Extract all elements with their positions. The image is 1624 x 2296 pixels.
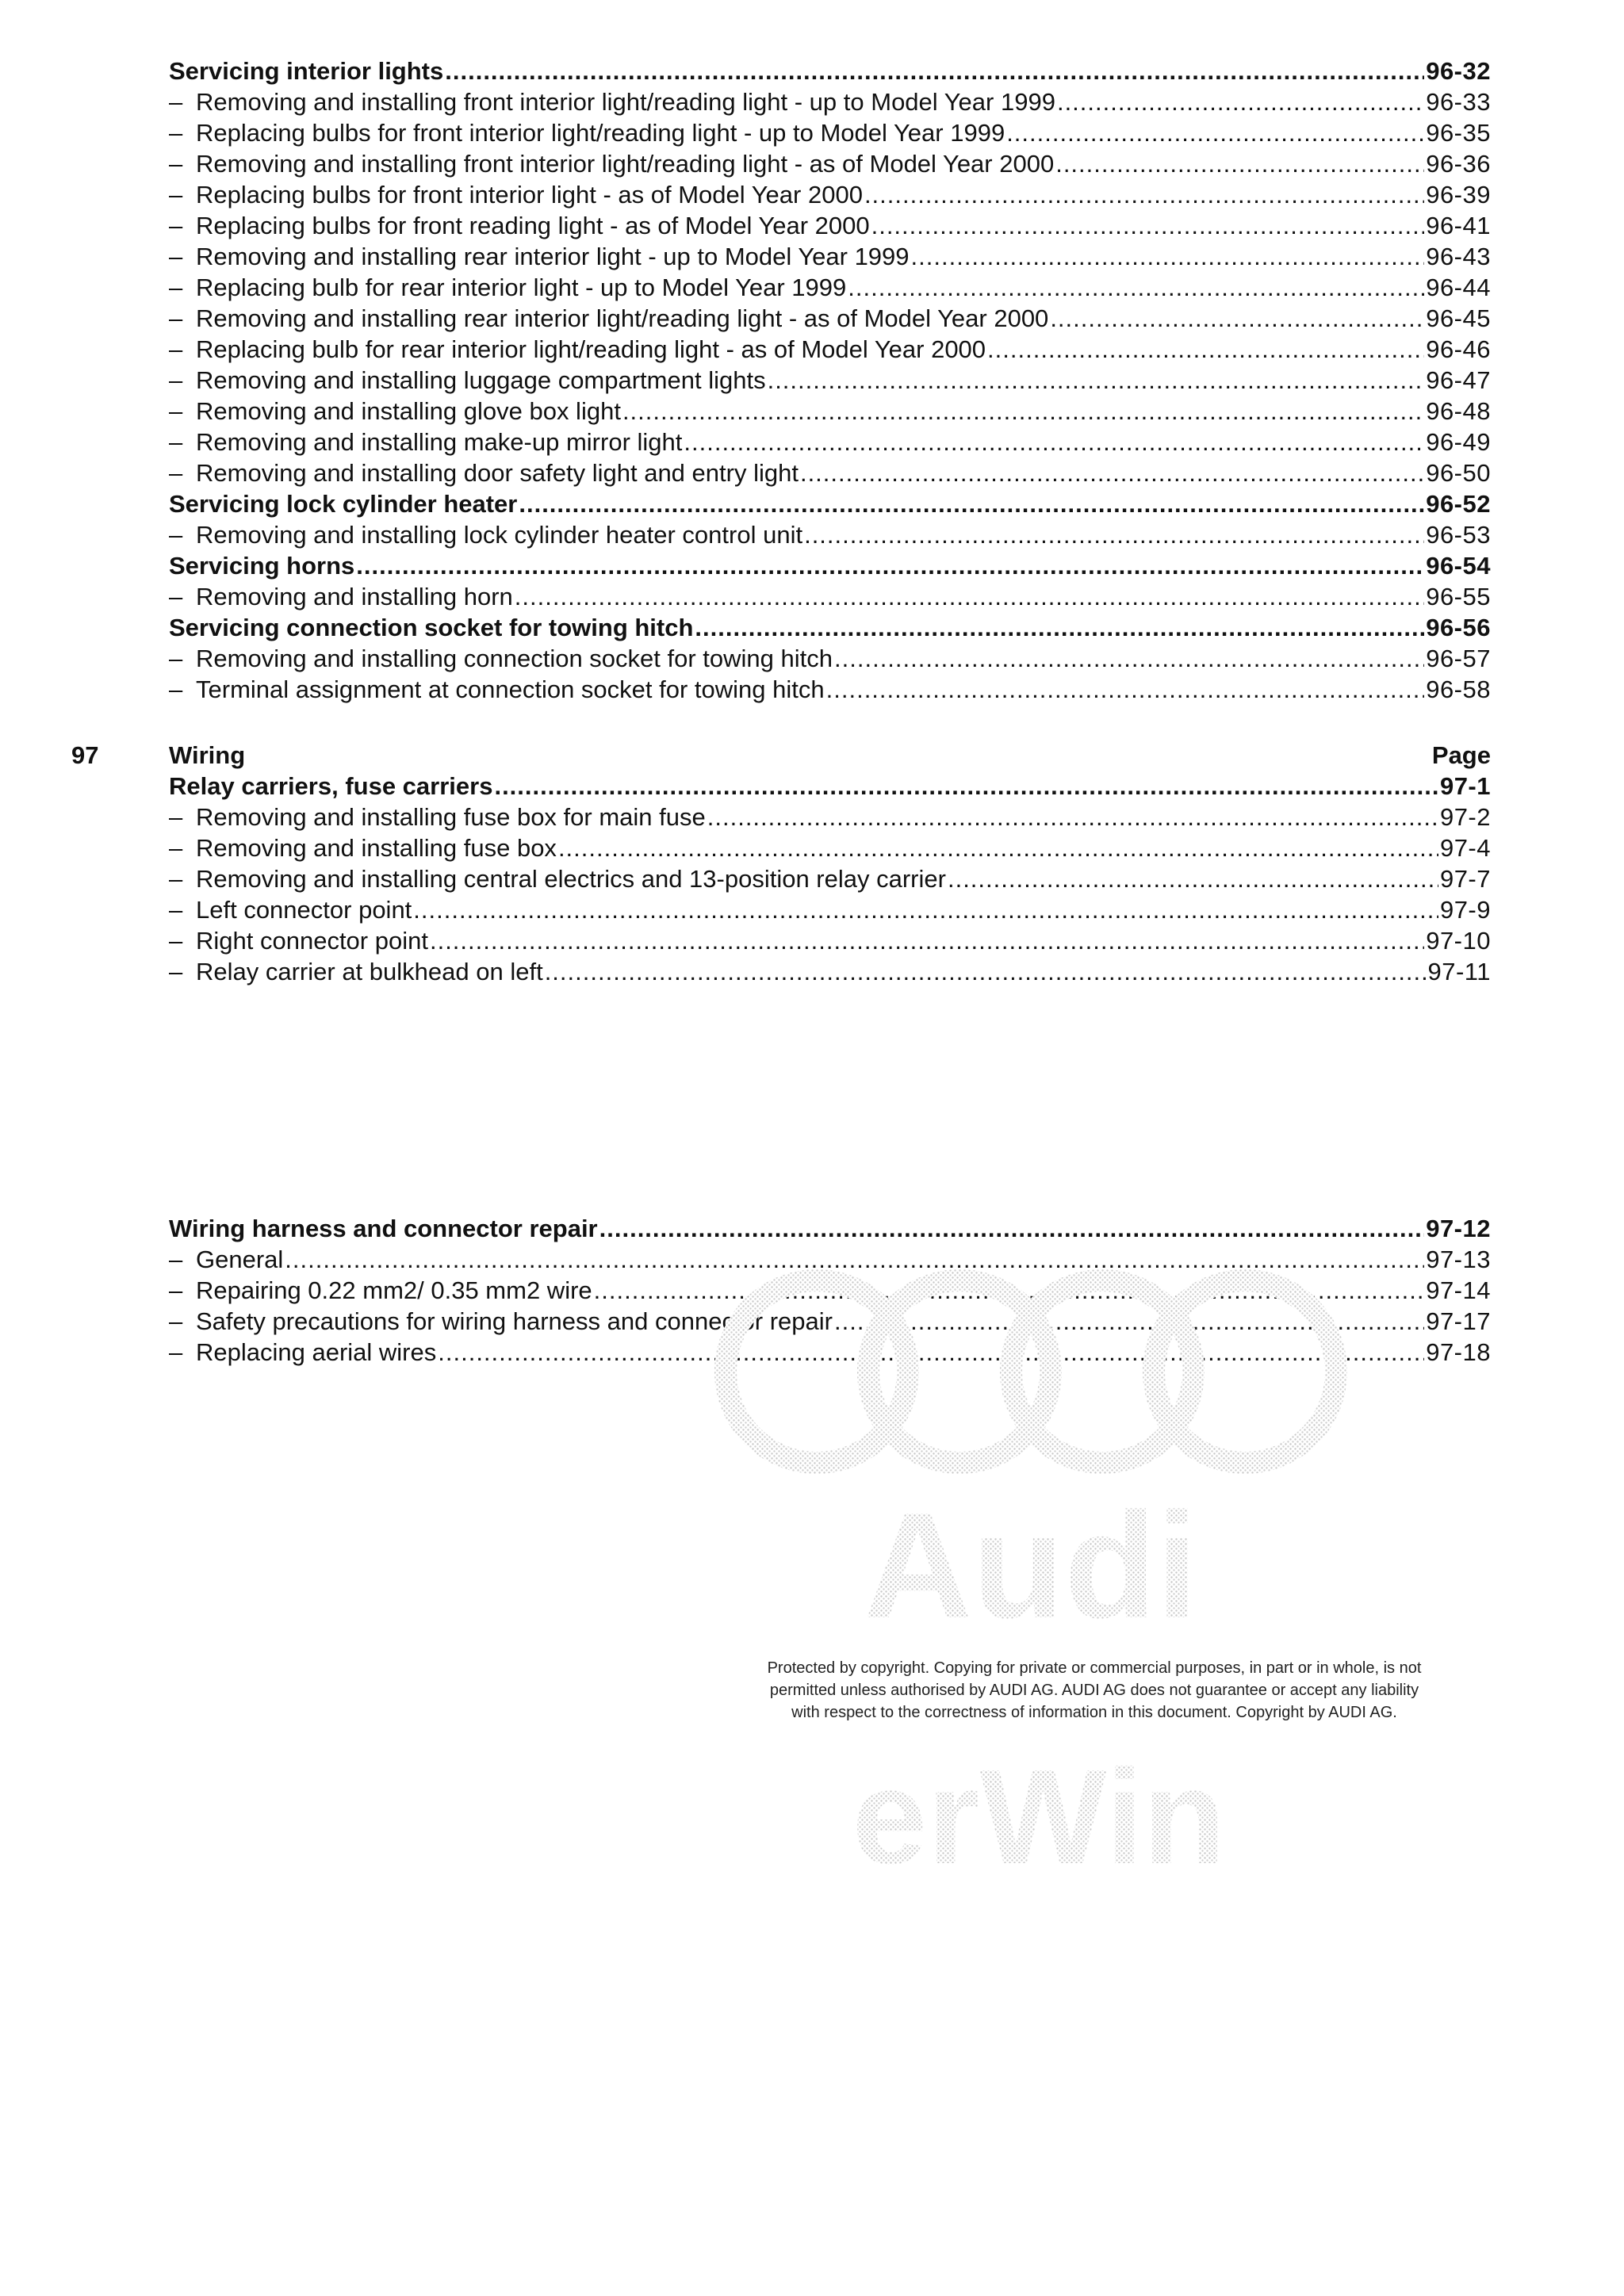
page-number: 96-47 [1426, 366, 1491, 394]
toc-title: Replacing bulbs for front interior light/reading light - up to Model Year 1999 [196, 119, 1005, 147]
dash-marker: – [169, 212, 183, 239]
dash-marker: – [169, 896, 183, 924]
page-number: 96-55 [1426, 583, 1491, 610]
toc-title: Safety precautions for wiring harness and connector repair [196, 1307, 833, 1335]
dash-marker: – [169, 1338, 183, 1366]
toc-entry [169, 117, 1491, 148]
toc-entry [169, 241, 1491, 272]
page-number: 96-44 [1426, 274, 1491, 301]
dot-leader [356, 550, 1424, 581]
dash-marker: – [169, 366, 183, 394]
toc-title: Removing and installing fuse box [196, 834, 557, 862]
page-number: 96-54 [1426, 552, 1491, 580]
dot-leader [519, 488, 1424, 519]
dot-leader [684, 427, 1424, 457]
toc-title: Removing and installing door safety light and entry light [196, 459, 799, 487]
page-number: 96-48 [1426, 397, 1491, 425]
page-number: 96-33 [1426, 88, 1491, 116]
dot-leader [948, 863, 1438, 894]
toc-title: General [196, 1246, 284, 1273]
dash-marker: – [169, 459, 183, 487]
dash-marker: – [169, 1276, 183, 1304]
dash-marker: – [169, 521, 183, 549]
dot-leader [1050, 303, 1424, 334]
toc-entry [169, 334, 1491, 365]
page-number: 96-41 [1426, 212, 1491, 239]
dot-leader [545, 956, 1427, 987]
dot-leader [834, 643, 1424, 674]
toc-block-96 [169, 55, 1491, 705]
toc-title: Removing and installing luggage compartment lights [196, 366, 766, 394]
copyright-line: permitted unless authorised by AUDI AG. AUDI AG does not guarantee or accept any liability [769, 1682, 1419, 1699]
page-number: 96-45 [1426, 304, 1491, 332]
dash-marker: – [169, 304, 183, 332]
dash-marker: – [169, 150, 183, 178]
page-number: 97-10 [1426, 927, 1491, 955]
toc-title: Removing and installing central electrics and 13-position relay carrier [196, 865, 946, 893]
audi-watermark [714, 1205, 1348, 1919]
dash-marker: – [169, 834, 183, 862]
toc-title: Removing and installing rear interior light/reading light - as of Model Year 2000 [196, 304, 1049, 332]
dash-marker: – [169, 958, 183, 985]
dash-marker: – [169, 397, 183, 425]
dot-leader [1057, 86, 1424, 117]
page-number: 96-53 [1426, 521, 1491, 549]
page-number: 97-11 [1427, 958, 1491, 985]
toc-title: Replacing bulbs for front interior light - as of Model Year 2000 [196, 181, 863, 209]
dot-leader [800, 457, 1424, 488]
copyright-line: with respect to the correctness of information in this document. Copyright by AUDI AG. [791, 1704, 1397, 1721]
toc-title: Relay carriers, fuse carriers [169, 772, 493, 800]
toc-entry [169, 956, 1491, 987]
toc-entry [169, 894, 1491, 925]
toc-heading [169, 550, 1491, 581]
toc-entry [169, 519, 1491, 550]
dash-marker: – [169, 1307, 183, 1335]
page-number: 96-57 [1426, 645, 1491, 672]
page-number: 97-7 [1439, 865, 1491, 893]
toc-title: Servicing connection socket for towing hitch [169, 614, 694, 641]
page-number: 97-17 [1426, 1307, 1491, 1335]
copyright-notice [698, 1657, 1491, 1724]
group-title: Wiring [169, 741, 246, 769]
dash-marker: – [169, 88, 183, 116]
toc-entry [169, 863, 1491, 894]
page-number: 96-56 [1426, 614, 1491, 641]
toc-block-97-relays [169, 771, 1491, 987]
toc-heading [169, 771, 1491, 802]
toc-title: Repairing 0.22 mm2/ 0.35 mm2 wire [196, 1276, 592, 1304]
toc-title: Servicing horns [169, 552, 355, 580]
dot-leader [494, 771, 1438, 802]
page-number: 96-35 [1426, 119, 1491, 147]
toc-entry [169, 272, 1491, 303]
page-number: 96-50 [1426, 459, 1491, 487]
toc-title: Terminal assignment at connection socket for towing hitch [196, 675, 825, 703]
page-number: 97-14 [1426, 1276, 1491, 1304]
page-number: 96-36 [1426, 150, 1491, 178]
toc-entry [169, 925, 1491, 956]
group-header [169, 740, 1491, 771]
toc-entry [169, 210, 1491, 241]
toc-title: Removing and installing glove box light [196, 397, 621, 425]
dot-leader [864, 179, 1424, 210]
dash-marker: – [169, 1246, 183, 1273]
toc-heading [169, 55, 1491, 86]
dash-marker: – [169, 181, 183, 209]
toc-entry [169, 86, 1491, 117]
dash-marker: – [169, 274, 183, 301]
dot-leader [413, 894, 1438, 925]
dot-leader [768, 365, 1425, 396]
dot-leader [515, 581, 1424, 612]
dash-marker: – [169, 335, 183, 363]
toc-title: Replacing bulb for rear interior light - up to Model Year 1999 [196, 274, 847, 301]
dash-marker: – [169, 865, 183, 893]
toc-title: Removing and installing lock cylinder heater control unit [196, 521, 803, 549]
erwin-wordmark: erWin [852, 1742, 1226, 1892]
toc-entry [169, 581, 1491, 612]
page-number: 97-13 [1426, 1246, 1491, 1273]
toc-title: Removing and installing horn [196, 583, 513, 610]
dot-leader [445, 55, 1424, 86]
page-number: 96-58 [1426, 675, 1491, 703]
toc-title: Right connector point [196, 927, 428, 955]
toc-entry [169, 179, 1491, 210]
toc-title: Replacing bulb for rear interior light/reading light - as of Model Year 2000 [196, 335, 986, 363]
toc-title: Removing and installing fuse box for main fuse [196, 803, 706, 831]
page-number: 97-4 [1439, 834, 1491, 862]
toc-entry [169, 832, 1491, 863]
dash-marker: – [169, 428, 183, 456]
audi-wordmark: Audi [863, 1482, 1199, 1650]
page-number: 96-32 [1426, 57, 1491, 85]
dot-leader [871, 210, 1425, 241]
dot-leader [695, 612, 1424, 643]
dash-marker: – [169, 675, 183, 703]
dot-leader [707, 802, 1438, 832]
dash-marker: – [169, 583, 183, 610]
four-rings-icon [726, 1280, 1336, 1463]
page-number: 97-2 [1439, 803, 1491, 831]
dot-leader [804, 519, 1424, 550]
toc-entry [169, 303, 1491, 334]
dash-marker: – [169, 803, 183, 831]
toc-title: Removing and installing front interior light/reading light - up to Model Year 1999 [196, 88, 1055, 116]
toc-entry [169, 396, 1491, 427]
toc-entry [169, 457, 1491, 488]
toc-title: Replacing bulbs for front reading light - as of Model Year 2000 [196, 212, 870, 239]
page-number: 97-12 [1426, 1215, 1491, 1242]
toc-heading [169, 488, 1491, 519]
copyright-line: Protected by copyright. Copying for private or commercial purposes, in part or in whole, is not [767, 1659, 1422, 1677]
dot-leader [826, 674, 1425, 705]
toc-entry [169, 427, 1491, 457]
dot-leader [430, 925, 1424, 956]
page-number: 96-49 [1426, 428, 1491, 456]
page-number: 97-9 [1439, 896, 1491, 924]
toc-title: Servicing interior lights [169, 57, 444, 85]
toc-entry [169, 643, 1491, 674]
toc-title: Removing and installing connection socket for towing hitch [196, 645, 833, 672]
toc-entry [169, 802, 1491, 832]
toc-title: Removing and installing rear interior light - up to Model Year 1999 [196, 243, 910, 270]
page-number: 96-39 [1426, 181, 1491, 209]
toc-title: Servicing lock cylinder heater [169, 490, 518, 518]
page-number: 97-18 [1426, 1338, 1491, 1366]
dash-marker: – [169, 645, 183, 672]
page-number: 96-52 [1426, 490, 1491, 518]
dot-leader [911, 241, 1425, 272]
page-number: 96-43 [1426, 243, 1491, 270]
toc-entry [169, 148, 1491, 179]
dot-leader [848, 272, 1424, 303]
dash-marker: – [169, 119, 183, 147]
page-column-label: Page [1431, 741, 1491, 769]
page-number: 96-46 [1426, 335, 1491, 363]
toc-entry [169, 365, 1491, 396]
dash-marker: – [169, 243, 183, 270]
dot-leader [1055, 148, 1424, 179]
dash-marker: – [169, 927, 183, 955]
toc-title: Removing and installing make-up mirror light [196, 428, 683, 456]
dot-leader [558, 832, 1438, 863]
toc-title: Relay carrier at bulkhead on left [196, 958, 543, 985]
dot-leader [622, 396, 1424, 427]
toc-heading [169, 612, 1491, 643]
toc-title: Left connector point [196, 896, 412, 924]
toc-title: Removing and installing front interior light/reading light - as of Model Year 2000 [196, 150, 1055, 178]
toc-title: Replacing aerial wires [196, 1338, 437, 1366]
dot-leader [987, 334, 1424, 365]
toc-title: Wiring harness and connector repair [169, 1215, 598, 1242]
group-number: 97 [71, 741, 99, 769]
toc-entry [169, 674, 1491, 705]
dot-leader [1006, 117, 1424, 148]
page-number: 97-1 [1439, 772, 1491, 800]
